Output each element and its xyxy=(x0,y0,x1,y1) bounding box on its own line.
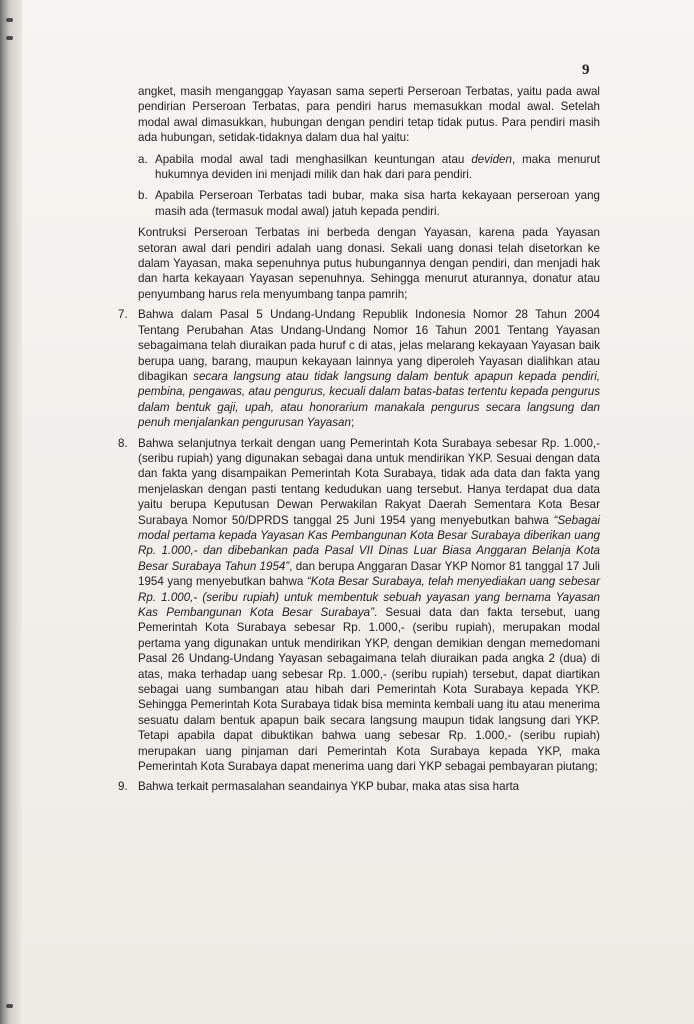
item-9-text: Bahwa terkait permasalahan seandainya YKP bubar, maka atas sisa harta xyxy=(138,780,520,794)
list-item-b xyxy=(138,188,600,219)
list-text: Apabila modal awal tadi menghasilkan keuntungan atau xyxy=(155,152,472,166)
item-7-text-part: ; xyxy=(350,416,355,430)
item-8-text-part: Bahwa selanjutnya terkait dengan uang Pemerintah Kota Surabaya sebesar Rp. 1.000,- (seribu rupiah) yang digunakan sebagai dana untuk mendirikan YKP. Sesuai dengan data dan fakta yang disampaikan Pemerintah Kota Surabaya, tidak ada data dan fakta yang menjelaskan dengan pasti tentang kedudukan uang tersebut. Hanya terdapat dua data yaitu berupa Keputusan Dewan Perwakilan Rakyat Daerah Sementara Kota Besar Surabaya Nomor 50/DPRDS tanggal 25 Juni 1954 yang menyebutkan bahwa xyxy=(138,436,600,527)
binding-mark xyxy=(6,36,13,40)
item-8-text-part: , dan berupa Anggaran Dasar YKP Nomor 81 tanggal 17 Juli 1954 yang menyebutkan bahwa xyxy=(138,559,601,589)
numbered-item-7 xyxy=(118,307,600,430)
binding-mark xyxy=(6,18,13,22)
list-text-italic: deviden xyxy=(471,152,512,166)
list-item-a xyxy=(138,152,600,183)
item-8-quote: “Sebagai modal pertama kepada Yayasan Kas Pembangunan Kota Besar Surabaya diberikan uang Rp. 1.000,- dan dibebankan pada Pasal VII Dinas Luar Biasa Anggaran Belanja Kota Besar Surabaya Tahun 1954” xyxy=(138,513,600,573)
item-7-text xyxy=(138,307,600,430)
item-8-text-part: . Sesuai data dan fakta tersebut, uang Pemerintah Kota Surabaya sebesar Rp. 1.000,- (seribu rupiah), merupakan modal pertama yang digunakan untuk mendirikan YKP, dengan demikian dengan memedomani Pasal 26 Undang-Undang Yayasan sebagaimana telah diuraikan pada angka 2 (dua) di atas, maka terhadap uang sebesar Rp. 1.000,- (seribu rupiah) tersebut, dapat diartikan sebagai uang sumbangan atau hibah dari Pemerintah Kota Surabaya kepada YKP. Sehingga Pemerintah Kota Surabaya tidak bisa meminta kembali uang itu atau menerima sesuatu dalam bentuk apapun baik secara langsung maupun tidak langsung dari YKP. Tetapi apabila dapat dibuktikan bahwa uang sebesar Rp. 1.000,- (seribu rupiah) merupakan uang pinjaman dari Pemerintah Kota Surabaya kepada YKP, maka Pemerintah Kota Surabaya dapat menerima uang dari YKP sebagai pembayaran piutang; xyxy=(138,606,600,774)
intro-paragraph: angket, masih menganggap Yayasan sama seperti Perseroan Terbatas, yaitu pada awal pendirian Perseroan Terbatas, para pendiri harus memasukkan modal awal. Setelah modal awal dimasukkan, hubungan dengan pendiri tetap tidak putus. Para pendiri masih ada hubungan, setidak-tidaknya dalam dua hal yaitu: xyxy=(138,85,600,145)
page-number: 9 xyxy=(582,62,590,78)
item-number: 7. xyxy=(118,308,128,322)
item-8-quote: “Kota Besar Surabaya, telah menyediakan uang sebesar Rp. 1.000,- (seribu rupiah) untuk membentuk sebuah yayasan yang bernama Yayasan Kas Pembangunan Kota Besar Surabaya” xyxy=(138,575,600,619)
item-7-italic: secara langsung atau tidak langsung dalam bentuk apapun kepada pendiri, pembina, pengawas, atau pengurus, kecuali dalam batas-batas tertentu kepada pengurus dalam bentuk gaji, upah, atau honorarium manakala pengurus secara langsung dan penuh menjalankan pengurusan Yayasan xyxy=(138,369,600,430)
numbered-item-8 xyxy=(118,436,601,775)
scan-binding-edge xyxy=(0,0,22,1024)
list-text: , maka menurut hukumnya deviden ini menjadi milik dan hak dari para pendiri. xyxy=(155,152,601,182)
item-number: 8. xyxy=(118,436,128,450)
item-8-text xyxy=(138,436,600,775)
document-body xyxy=(118,84,601,795)
construction-paragraph: Kontruksi Perseroan Terbatas ini berbeda dengan Yayasan, karena pada Yayasan setoran awal dari pendiri adalah uang donasi. Sekali uang donasi telah disetorkan ke dalam Yayasan, maka sepenuhnya putus hubungannya dengan pendiri, dan menjadi hak dan harta kekayaan Yayasan sepenuhnya. Sehingga menurut aturannya, donatur atau penyumbang harus rela menyumbang tanpa pamrih; xyxy=(138,226,600,301)
item-number: 9. xyxy=(118,780,128,794)
numbered-item-9 xyxy=(118,779,600,794)
binding-mark xyxy=(6,1004,13,1008)
list-marker: b. xyxy=(138,189,148,203)
item-7-text-part: Bahwa dalam Pasal 5 Undang-Undang Republik Indonesia Nomor 28 Tahun 2004 Tentang Perubahan Atas Undang-Undang Nomor 16 Tahun 2001 Tentang Yayasan sebagaimana telah diuraikan pada huruf c di atas, jelas melarang kekayaan Yayasan baik berupa uang, barang, maupun kekayaan lainnya yang diperoleh Yayasan dialihkan atau dibagikan xyxy=(138,308,600,383)
sub-list xyxy=(138,152,600,220)
list-marker: a. xyxy=(138,152,148,166)
list-text: Apabila Perseroan Terbatas tadi bubar, maka sisa harta kekayaan perseroan yang masih ada (termasuk modal awal) jatuh kepada pendiri. xyxy=(155,189,600,218)
